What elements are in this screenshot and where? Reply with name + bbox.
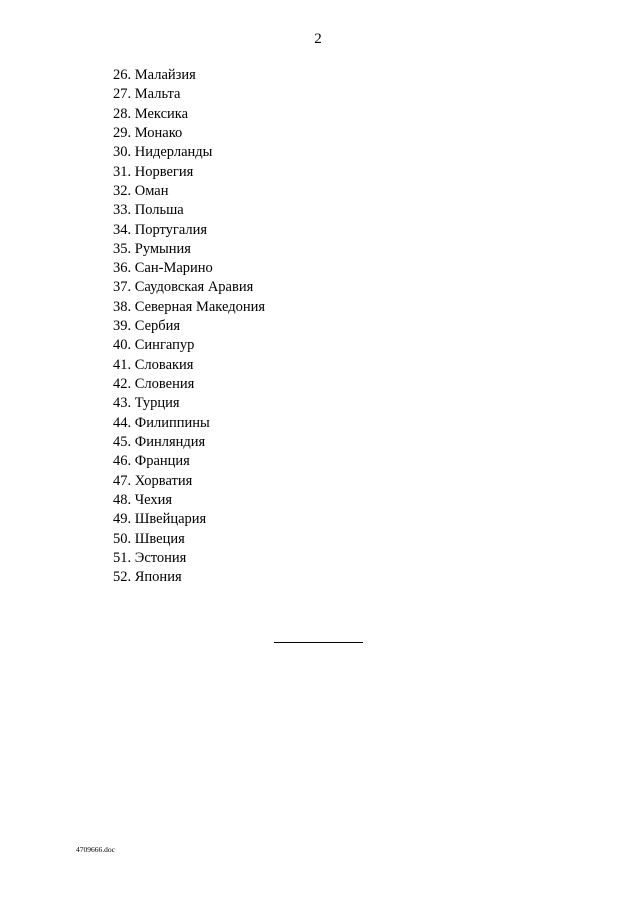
list-item-label: Оман [134,182,169,199]
list-item-number: 37. [113,279,132,296]
list-item-label: Эстония [134,549,187,566]
list-item [113,221,265,240]
list-item-label: Норвегия [134,163,194,180]
list-item-label: Сан-Марино [134,260,213,277]
list-item-number: 31. [113,163,132,180]
list-item [113,143,265,162]
list-item [113,414,265,433]
list-item-number: 44. [113,414,132,431]
list-item-number: 45. [113,433,132,450]
list-item-label: Польша [134,202,184,219]
list-item [113,124,265,143]
end-divider [274,642,363,643]
list-item-number: 32. [113,182,132,199]
list-item-number: 49. [113,511,132,528]
list-item-number: 27. [113,86,132,103]
country-list [113,66,265,587]
list-item-number: 29. [113,124,132,141]
list-item [113,298,265,317]
list-item-number: 42. [113,376,132,392]
list-item-number: 46. [113,453,132,470]
list-item [113,317,265,336]
list-item [113,259,265,278]
list-item [113,530,265,549]
list-item-label: Швейцария [134,511,207,528]
list-item [113,472,265,491]
list-item [113,182,265,201]
list-item-number: 33. [113,202,132,219]
list-item-label: Сербия [134,318,181,335]
list-item-number: 51. [113,549,132,566]
list-item-number: 50. [113,530,132,547]
list-item-number: 34. [113,221,132,238]
list-item-number: 40. [113,337,132,354]
list-item-number: 43. [113,395,132,412]
list-item-number: 30. [113,144,132,161]
list-item [113,356,265,375]
list-item-label: Турция [134,395,180,412]
list-item-label: Саудовская Аравия [134,279,254,296]
list-item [113,278,265,297]
list-item-number: 28. [113,105,132,122]
list-item [113,375,265,394]
list-item-label: Мальта [134,86,181,103]
list-item-label: Монако [134,124,183,141]
list-item-number: 36. [113,260,132,277]
list-item [113,452,265,471]
list-item-label: Швеция [134,530,185,547]
list-item [113,201,265,220]
list-item-number: 35. [113,240,132,257]
list-item [113,66,265,85]
list-item-label: Финляндия [134,433,206,450]
list-item-label: Франция [134,453,190,470]
list-item-label: Португалия [134,221,208,238]
list-item-label: Словения [134,376,195,392]
list-item-label: Филиппины [134,414,210,431]
list-item [113,85,265,104]
list-item-label: Япония [134,569,182,586]
list-item [113,394,265,413]
list-item [113,510,265,529]
list-item-label: Сингапур [134,337,195,354]
list-item-label: Северная Македония [134,298,266,315]
list-item [113,491,265,510]
footer-filename: 4709666.doc [76,845,115,854]
list-item-number: 39. [113,318,132,335]
list-item-number: 48. [113,491,132,508]
list-item-label: Мексика [134,105,189,122]
list-item-label: Словакия [134,356,194,373]
list-item [113,163,265,182]
list-item [113,549,265,568]
list-item [113,433,265,452]
list-item-label: Малайзия [134,67,196,83]
list-item-label: Румыния [134,240,191,257]
list-item-number: 26. [113,67,132,83]
list-item [113,105,265,124]
list-item-label: Хорватия [134,472,193,489]
list-item [113,336,265,355]
list-item-label: Нидерланды [134,144,213,161]
page-number: 2 [314,31,322,47]
list-item [113,240,265,259]
list-item-number: 47. [113,472,132,489]
list-item-label: Чехия [134,491,173,508]
list-item-number: 52. [113,569,132,586]
list-item-number: 38. [113,298,132,315]
list-item [113,568,265,587]
list-item-number: 41. [113,356,132,373]
